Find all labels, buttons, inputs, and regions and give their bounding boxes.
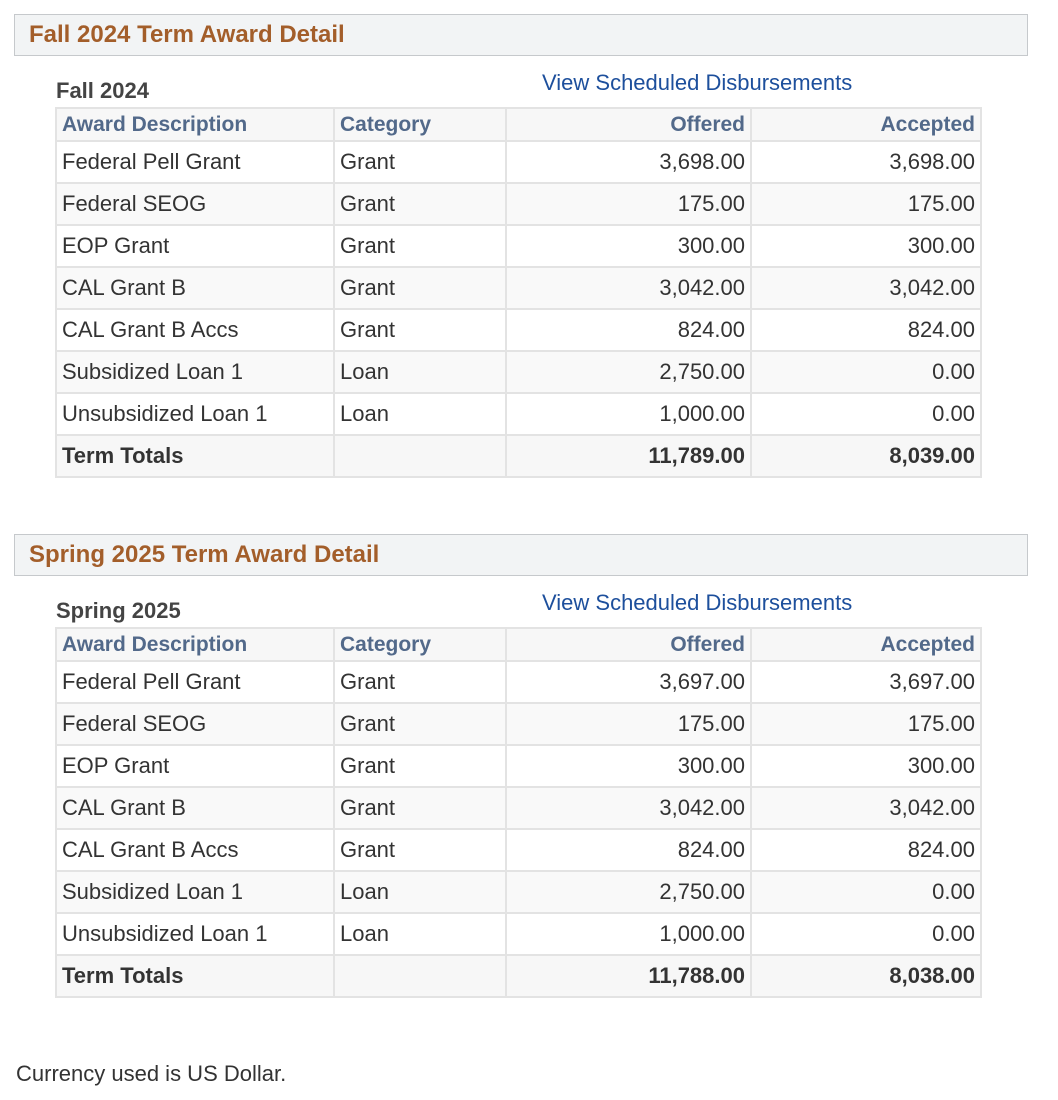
table-header-row [56,628,981,661]
table-cell: EOP Grant [56,225,334,267]
table-cell: CAL Grant B Accs [56,309,334,351]
table-cell: 3,698.00 [506,141,751,183]
award-table [55,627,982,998]
column-header: Offered [506,628,751,661]
table-cell: 1,000.00 [506,913,751,955]
totals-cell: 11,788.00 [506,955,751,997]
table-cell: Unsubsidized Loan 1 [56,393,334,435]
table-cell: 824.00 [506,829,751,871]
table-cell: Federal SEOG [56,703,334,745]
table-cell: 3,697.00 [751,661,981,703]
table-cell: Grant [334,829,506,871]
column-header: Accepted [751,628,981,661]
table-cell: CAL Grant B [56,267,334,309]
table-cell: Grant [334,225,506,267]
currency-note: Currency used is US Dollar. [16,1061,287,1086]
table-cell: Loan [334,351,506,393]
column-header: Offered [506,108,751,141]
term-totals-row [56,435,981,477]
totals-cell [334,435,506,477]
section-title: Spring 2025 Term Award Detail [29,541,380,568]
table-cell: Loan [334,913,506,955]
table-row [56,309,981,351]
table-row [56,183,981,225]
table-row [56,351,981,393]
table-cell: 175.00 [751,183,981,225]
table-cell: Federal Pell Grant [56,141,334,183]
table-cell: 300.00 [506,225,751,267]
term-section-header [14,534,1028,576]
term-section-header [14,14,1028,56]
award-table [55,107,982,478]
table-cell: Grant [334,183,506,225]
table-cell: Loan [334,871,506,913]
table-cell: 3,697.00 [506,661,751,703]
table-row [56,787,981,829]
totals-cell [334,955,506,997]
table-row [56,393,981,435]
table-cell: 1,000.00 [506,393,751,435]
section-title: Fall 2024 Term Award Detail [29,21,345,48]
table-cell: 175.00 [506,703,751,745]
column-header: Category [334,108,506,141]
table-row [56,829,981,871]
table-cell: Subsidized Loan 1 [56,871,334,913]
table-cell: 0.00 [751,393,981,435]
table-cell: 824.00 [506,309,751,351]
table-row [56,661,981,703]
table-cell: 824.00 [751,309,981,351]
table-header-row [56,108,981,141]
table-cell: Federal Pell Grant [56,661,334,703]
table-cell: 0.00 [751,871,981,913]
table-row [56,871,981,913]
table-cell: Unsubsidized Loan 1 [56,913,334,955]
table-cell: Subsidized Loan 1 [56,351,334,393]
term-label: Spring 2025 [56,598,181,623]
table-row [56,267,981,309]
table-cell: Federal SEOG [56,183,334,225]
table-cell: 3,042.00 [751,267,981,309]
table-cell: 3,698.00 [751,141,981,183]
table-cell: 2,750.00 [506,871,751,913]
table-cell: 0.00 [751,351,981,393]
table-cell: Grant [334,661,506,703]
table-cell: Grant [334,787,506,829]
table-cell: Grant [334,309,506,351]
column-header: Accepted [751,108,981,141]
view-scheduled-disbursements-link[interactable]: View Scheduled Disbursements [542,70,853,95]
table-row [56,225,981,267]
term-label: Fall 2024 [56,78,149,103]
table-row [56,913,981,955]
table-cell: 3,042.00 [751,787,981,829]
column-header: Award Description [56,628,334,661]
table-cell: 300.00 [506,745,751,787]
table-cell: Grant [334,745,506,787]
totals-cell: 8,038.00 [751,955,981,997]
view-scheduled-disbursements-link[interactable]: View Scheduled Disbursements [542,590,853,615]
table-cell: Loan [334,393,506,435]
table-cell: CAL Grant B [56,787,334,829]
table-cell: 0.00 [751,913,981,955]
totals-cell: 8,039.00 [751,435,981,477]
table-cell: 3,042.00 [506,267,751,309]
table-cell: Grant [334,703,506,745]
table-cell: Grant [334,267,506,309]
table-cell: 175.00 [751,703,981,745]
table-row [56,745,981,787]
table-row [56,141,981,183]
column-header: Award Description [56,108,334,141]
table-row [56,703,981,745]
table-cell: 300.00 [751,745,981,787]
table-cell: 300.00 [751,225,981,267]
totals-cell: Term Totals [56,955,334,997]
table-cell: 175.00 [506,183,751,225]
table-cell: EOP Grant [56,745,334,787]
table-cell: 3,042.00 [506,787,751,829]
table-cell: 824.00 [751,829,981,871]
column-header: Category [334,628,506,661]
table-cell: Grant [334,141,506,183]
table-cell: 2,750.00 [506,351,751,393]
totals-cell: 11,789.00 [506,435,751,477]
totals-cell: Term Totals [56,435,334,477]
table-cell: CAL Grant B Accs [56,829,334,871]
term-totals-row [56,955,981,997]
